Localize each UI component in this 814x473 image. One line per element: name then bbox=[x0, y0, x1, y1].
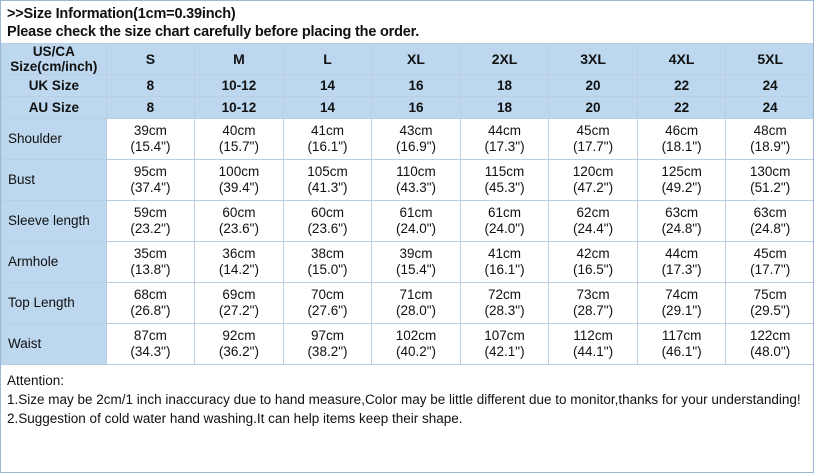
measurement-inch: (24.8") bbox=[661, 221, 702, 236]
measurement-cm: 87cm bbox=[133, 328, 167, 343]
measurement-label: Armhole bbox=[2, 242, 107, 283]
measurement-cell bbox=[372, 242, 461, 283]
uk-size-value: 20 bbox=[549, 75, 638, 97]
measurement-cm: 68cm bbox=[133, 287, 167, 302]
measurement-cm: 60cm bbox=[222, 205, 256, 220]
size-chart-notice: Please check the size chart carefully before placing the order. bbox=[7, 24, 420, 40]
measurement-cell bbox=[726, 283, 814, 324]
measurement-cm: 39cm bbox=[133, 123, 167, 138]
measurement-cm: 102cm bbox=[395, 328, 437, 343]
measurement-cell bbox=[195, 119, 284, 160]
uk-size-value: 10-12 bbox=[195, 75, 284, 97]
measurement-inch: (24.0") bbox=[484, 221, 525, 236]
au-size-row bbox=[2, 97, 814, 119]
measurement-cell bbox=[460, 160, 549, 201]
measurement-cm: 95cm bbox=[133, 164, 167, 179]
measurement-cm: 125cm bbox=[661, 164, 702, 179]
measurement-cm: 44cm bbox=[665, 246, 699, 261]
measurement-inch: (17.7") bbox=[750, 262, 791, 277]
measurement-cell bbox=[637, 283, 726, 324]
measurement-inch: (16.9") bbox=[395, 139, 437, 154]
measurement-inch: (14.2") bbox=[218, 262, 259, 277]
measurement-inch: (23.6") bbox=[307, 221, 348, 236]
measurement-cell bbox=[726, 324, 814, 365]
measurement-cell bbox=[460, 324, 549, 365]
measurement-cell bbox=[726, 242, 814, 283]
measurement-inch: (15.0") bbox=[307, 262, 348, 277]
measurement-cm: 107cm bbox=[484, 328, 525, 343]
attention-note-2: 2.Suggestion of cold water hand washing.It can help items keep their shape. bbox=[7, 411, 463, 426]
measurement-inch: (46.1") bbox=[661, 344, 702, 359]
measurement-cell bbox=[106, 160, 195, 201]
measurement-cell bbox=[195, 160, 284, 201]
measurement-cell bbox=[726, 201, 814, 242]
measurement-cm: 63cm bbox=[753, 205, 787, 220]
au-size-value: 18 bbox=[460, 97, 549, 119]
measurement-cm: 105cm bbox=[307, 164, 348, 179]
measurement-inch: (43.3") bbox=[395, 180, 437, 195]
measurement-cm: 75cm bbox=[753, 287, 787, 302]
au-size-value: 20 bbox=[549, 97, 638, 119]
au-size-value: 10-12 bbox=[195, 97, 284, 119]
measurement-cm: 122cm bbox=[749, 328, 791, 343]
measurement-cm: 60cm bbox=[310, 205, 344, 220]
measurement-inch: (27.6") bbox=[307, 303, 348, 318]
measurement-cm: 74cm bbox=[665, 287, 699, 302]
measurement-cell bbox=[106, 324, 195, 365]
measurement-inch: (38.2") bbox=[307, 344, 348, 359]
measurement-cell bbox=[195, 201, 284, 242]
measurement-cm: 69cm bbox=[222, 287, 256, 302]
measurement-cell bbox=[372, 201, 461, 242]
measurement-inch: (17.7") bbox=[573, 139, 614, 154]
header-block bbox=[1, 1, 813, 43]
uk-size-label: UK Size bbox=[2, 75, 107, 97]
measurement-cm: 117cm bbox=[661, 328, 702, 343]
measurement-cm: 115cm bbox=[484, 164, 525, 179]
measurement-cm: 70cm bbox=[310, 287, 344, 302]
measurement-cell bbox=[637, 242, 726, 283]
measurement-inch: (15.7") bbox=[218, 139, 259, 154]
measurement-label: Bust bbox=[2, 160, 107, 201]
measurement-cell bbox=[637, 160, 726, 201]
measurement-cm: 73cm bbox=[576, 287, 610, 302]
measurement-cell bbox=[106, 242, 195, 283]
uk-size-value: 18 bbox=[460, 75, 549, 97]
measurement-cell bbox=[549, 242, 638, 283]
measurement-inch: (48.0") bbox=[750, 344, 791, 359]
measurement-inch: (27.2") bbox=[218, 303, 259, 318]
measurement-inch: (23.6") bbox=[218, 221, 259, 236]
measurement-inch: (23.2") bbox=[130, 221, 171, 236]
measurement-cell bbox=[372, 160, 461, 201]
measurement-inch: (28.7") bbox=[573, 303, 614, 318]
measurement-inch: (44.1") bbox=[573, 344, 614, 359]
attention-title: Attention: bbox=[7, 373, 65, 388]
measurement-cm: 71cm bbox=[399, 287, 433, 302]
measurement-inch: (17.3") bbox=[484, 139, 525, 154]
measurement-cm: 36cm bbox=[222, 246, 256, 261]
uk-size-row bbox=[2, 75, 814, 97]
attention-note-1: 1.Size may be 2cm/1 inch inaccuracy due to hand measure,Color may be little different due to monitor,thanks for your understanding! bbox=[7, 392, 801, 407]
size-chart-table bbox=[1, 43, 814, 365]
measurement-inch: (42.1") bbox=[484, 344, 525, 359]
size-information-title: >>Size Information(1cm=0.39inch) bbox=[7, 6, 236, 22]
table-head-row bbox=[2, 44, 814, 75]
measurement-cell bbox=[726, 119, 814, 160]
measurement-cm: 39cm bbox=[399, 246, 433, 261]
measurement-inch: (24.0") bbox=[395, 221, 437, 236]
measurement-cm: 100cm bbox=[218, 164, 260, 179]
size-column-header: 3XL bbox=[549, 44, 638, 75]
measurement-cell bbox=[637, 201, 726, 242]
measurement-cm: 92cm bbox=[222, 328, 256, 343]
attention-block bbox=[1, 365, 813, 432]
measurement-cell bbox=[460, 242, 549, 283]
au-size-value: 16 bbox=[372, 97, 461, 119]
measurement-cell bbox=[549, 119, 638, 160]
uk-size-value: 24 bbox=[726, 75, 814, 97]
measurement-inch: (26.8") bbox=[130, 303, 171, 318]
measurement-inch: (47.2") bbox=[573, 180, 614, 195]
measurement-inch: (13.8") bbox=[130, 262, 171, 277]
measurement-cm: 72cm bbox=[488, 287, 522, 302]
measurement-inch: (36.2") bbox=[218, 344, 259, 359]
measurement-inch: (24.8") bbox=[750, 221, 791, 236]
measurement-cm: 112cm bbox=[573, 328, 613, 343]
measurement-cell bbox=[460, 283, 549, 324]
measurement-label: Top Length bbox=[2, 283, 107, 324]
measurement-cm: 62cm bbox=[576, 205, 610, 220]
measurement-label: Shoulder bbox=[2, 119, 107, 160]
table-row bbox=[2, 201, 814, 242]
measurement-cm: 110cm bbox=[396, 164, 436, 179]
measurement-inch: (16.1") bbox=[484, 262, 525, 277]
measurement-inch: (41.3") bbox=[307, 180, 348, 195]
table-row bbox=[2, 324, 814, 365]
measurement-inch: (18.1") bbox=[661, 139, 702, 154]
measurement-cm: 130cm bbox=[749, 164, 791, 179]
measurement-cell bbox=[195, 283, 284, 324]
size-column-header: M bbox=[195, 44, 284, 75]
size-column-header: 5XL bbox=[726, 44, 814, 75]
row-header-size-label: US/CA Size(cm/inch) bbox=[2, 44, 107, 75]
measurement-cell bbox=[283, 201, 372, 242]
measurement-inch: (40.2") bbox=[395, 344, 437, 359]
size-column-header: L bbox=[283, 44, 372, 75]
measurement-cm: 41cm bbox=[488, 246, 522, 261]
size-column-header: 2XL bbox=[460, 44, 549, 75]
measurement-cell bbox=[726, 160, 814, 201]
au-size-label: AU Size bbox=[2, 97, 107, 119]
measurement-cm: 97cm bbox=[310, 328, 344, 343]
measurement-inch: (28.3") bbox=[484, 303, 525, 318]
measurement-cell bbox=[460, 201, 549, 242]
uk-size-value: 14 bbox=[283, 75, 372, 97]
measurement-inch: (17.3") bbox=[661, 262, 702, 277]
measurement-cell bbox=[283, 119, 372, 160]
measurement-cell bbox=[372, 119, 461, 160]
size-column-header: S bbox=[106, 44, 195, 75]
measurement-inch: (15.4") bbox=[130, 139, 171, 154]
measurement-cm: 63cm bbox=[665, 205, 699, 220]
uk-size-value: 8 bbox=[106, 75, 195, 97]
measurement-cell bbox=[372, 283, 461, 324]
measurement-inch: (24.4") bbox=[573, 221, 614, 236]
measurement-cell bbox=[372, 324, 461, 365]
measurement-cm: 38cm bbox=[310, 246, 344, 261]
uk-size-value: 22 bbox=[637, 75, 726, 97]
measurement-cm: 59cm bbox=[133, 205, 167, 220]
measurement-label: Sleeve length bbox=[2, 201, 107, 242]
measurement-cm: 48cm bbox=[753, 123, 787, 138]
uk-size-value: 16 bbox=[372, 75, 461, 97]
size-column-header: XL bbox=[372, 44, 461, 75]
measurement-cell bbox=[637, 119, 726, 160]
table-row bbox=[2, 283, 814, 324]
measurement-cell bbox=[283, 160, 372, 201]
measurement-inch: (51.2") bbox=[750, 180, 791, 195]
measurement-cm: 44cm bbox=[488, 123, 522, 138]
measurement-cm: 45cm bbox=[576, 123, 610, 138]
measurement-cm: 61cm bbox=[488, 205, 522, 220]
measurement-cm: 120cm bbox=[572, 164, 614, 179]
measurement-cm: 46cm bbox=[665, 123, 699, 138]
measurement-cell bbox=[549, 324, 638, 365]
measurement-cm: 41cm bbox=[310, 123, 344, 138]
measurement-label: Waist bbox=[2, 324, 107, 365]
measurement-cm: 43cm bbox=[399, 123, 433, 138]
measurement-cell bbox=[549, 160, 638, 201]
measurement-cell bbox=[195, 324, 284, 365]
measurement-cm: 45cm bbox=[753, 246, 787, 261]
measurement-cell bbox=[283, 283, 372, 324]
measurement-inch: (37.4") bbox=[130, 180, 171, 195]
measurement-inch: (29.1") bbox=[661, 303, 702, 318]
au-size-value: 8 bbox=[106, 97, 195, 119]
measurement-inch: (16.1") bbox=[307, 139, 348, 154]
measurement-cm: 61cm bbox=[399, 205, 433, 220]
au-size-value: 24 bbox=[726, 97, 814, 119]
size-column-header: 4XL bbox=[637, 44, 726, 75]
measurement-inch: (16.5") bbox=[573, 262, 614, 277]
measurement-inch: (45.3") bbox=[484, 180, 525, 195]
table-row bbox=[2, 242, 814, 283]
au-size-value: 14 bbox=[283, 97, 372, 119]
measurement-inch: (28.0") bbox=[395, 303, 437, 318]
measurement-inch: (18.9") bbox=[750, 139, 791, 154]
measurement-cell bbox=[106, 201, 195, 242]
measurement-cell bbox=[637, 324, 726, 365]
measurement-cm: 35cm bbox=[133, 246, 167, 261]
measurement-cm: 42cm bbox=[576, 246, 610, 261]
measurement-inch: (49.2") bbox=[661, 180, 702, 195]
table-row bbox=[2, 160, 814, 201]
measurement-cell bbox=[195, 242, 284, 283]
measurement-cell bbox=[460, 119, 549, 160]
au-size-value: 22 bbox=[637, 97, 726, 119]
table-row bbox=[2, 119, 814, 160]
measurement-cell bbox=[283, 242, 372, 283]
measurement-cell bbox=[106, 283, 195, 324]
measurement-cell bbox=[549, 201, 638, 242]
measurement-inch: (39.4") bbox=[218, 180, 259, 195]
measurement-inch: (29.5") bbox=[750, 303, 791, 318]
measurement-cell bbox=[549, 283, 638, 324]
measurement-inch: (34.3") bbox=[130, 344, 171, 359]
measurement-cell bbox=[283, 324, 372, 365]
measurement-cell bbox=[106, 119, 195, 160]
measurement-cm: 40cm bbox=[222, 123, 256, 138]
measurement-inch: (15.4") bbox=[395, 262, 437, 277]
